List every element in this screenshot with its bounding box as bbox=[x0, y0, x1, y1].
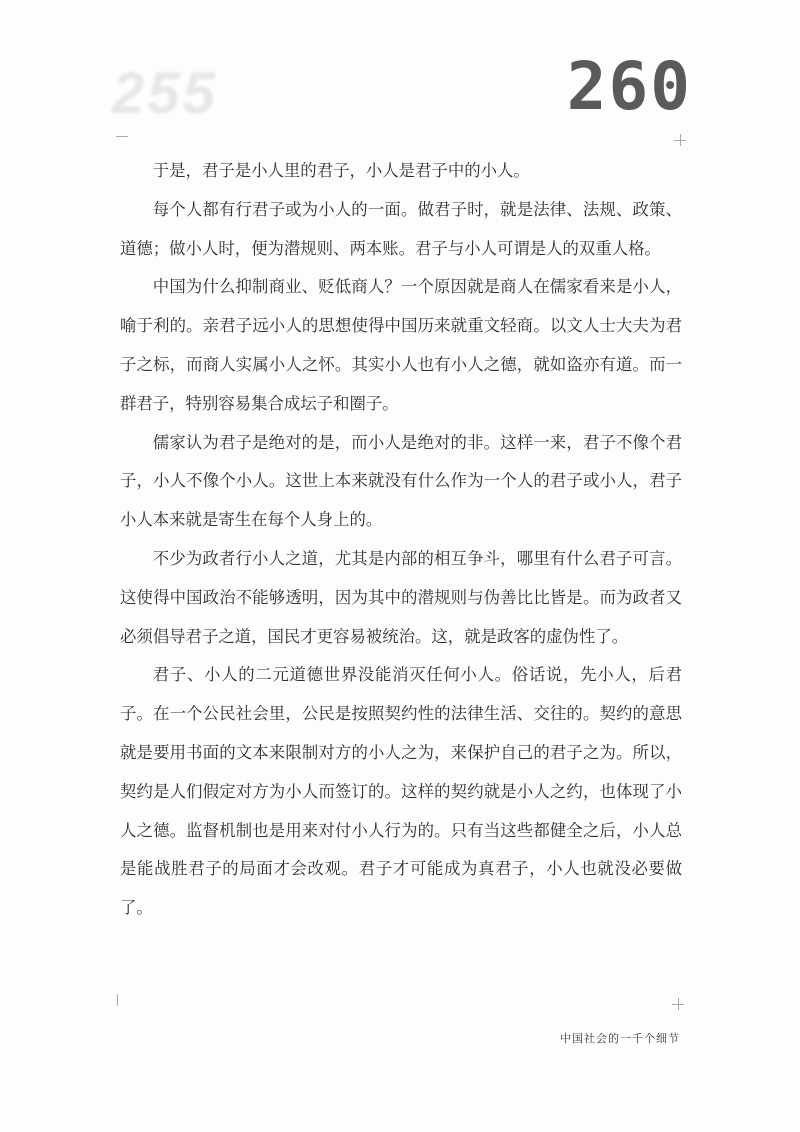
crop-mark-bottom-right-v bbox=[678, 998, 679, 1010]
crop-mark-top-left bbox=[116, 136, 128, 137]
crop-mark-top-right-v bbox=[680, 134, 681, 146]
paragraph-4: 儒家认为君子是绝对的是，而小人是绝对的非。这样一来，君子不像个君子，小人不像个小人。这世上本来就没有什么作为一个人的君子或小人，君子小人本来就是寄生在每个人身上的。 bbox=[120, 432, 682, 530]
paragraph-6: 君子、小人的二元道德世界没能消灭任何小人。俗话说，先小人，后君子。在一个公民社会里，公民是按照契约性的法律生活、交往的。契约的意思就是要用书面的文本来限制对方的小人之为，来保护自己的君子之为。所以，契约是人们假定对方为小人而签订的。这样的契约就是小人之约，也体现了小人之德。监督机制也是用来对付小人行为的。只有当这些都健全之后，小人总是能战胜君子的局面才会改观。君子才可能成为真君子，小人也就没必要做了。 bbox=[120, 665, 682, 918]
body-text bbox=[120, 152, 682, 928]
running-footer-book-title: 中国社会的一千个细节 bbox=[560, 1032, 680, 1045]
paragraph-1: 于是，君子是小人里的君子，小人是君子中的小人。 bbox=[152, 161, 530, 180]
paragraph-3: 中国为什么抑制商业、贬低商人？一个原因就是商人在儒家看来是小人，喻于利的。亲君子远小人的思想使得中国历来就重文轻商。以文人士大夫为君子之标，而商人实属小人之怀。其实小人也有小人之德，就如盗亦有道。而一群君子，特别容易集合成坛子和圈子。 bbox=[120, 277, 682, 413]
crop-mark-bottom-left-v bbox=[117, 994, 118, 1006]
paragraph-2: 每个人都有行君子或为小人的一面。做君子时，就是法律、法规、政策、道德；做小人时，便为潜规则、两本账。君子与小人可谓是人的双重人格。 bbox=[120, 199, 682, 258]
paragraph-5: 不少为政者行小人之道，尤其是内部的相互争斗，哪里有什么君子可言。这使得中国政治不能够透明，因为其中的潜规则与伪善比比皆是。而为政者又必须倡导君子之道，国民才更容易被统治。这，就是政客的虚伪性了。 bbox=[120, 548, 682, 646]
bleed-through-page-number: 255 bbox=[112, 61, 218, 126]
page-number: 260 bbox=[566, 48, 692, 125]
